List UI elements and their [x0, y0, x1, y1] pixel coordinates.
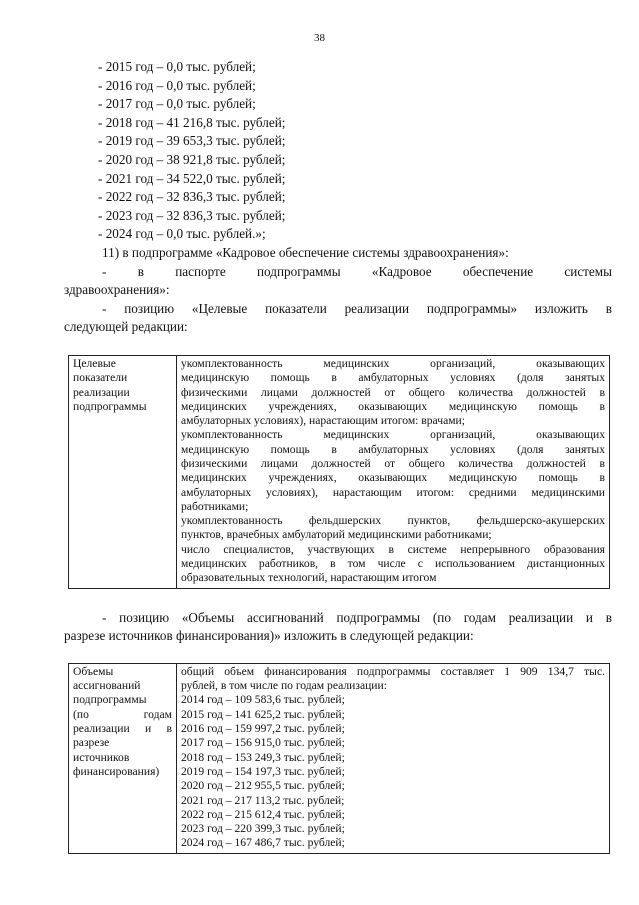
cell-line: укомплектованность медицинских организаций, оказывающих — [181, 356, 605, 370]
year-line: - 2018 год – 41 216,8 тыс. рублей; — [98, 114, 286, 130]
cell-line: 2021 год – 217 113,2 тыс. рублей; — [181, 793, 345, 807]
year-line: - 2019 год – 39 653,3 тыс. рублей; — [98, 133, 286, 149]
year-line: - 2023 год – 32 836,3 тыс. рублей; — [98, 207, 286, 223]
year-line: - 2024 год – 0,0 тыс. рублей.»; — [98, 226, 266, 242]
cell-line: Объемы — [73, 664, 114, 678]
cell-line: 2022 год – 215 612,4 тыс. рублей; — [181, 807, 345, 821]
cell-line: образовательных технологий, нарастающим итогом — [181, 571, 437, 585]
cell-line: Целевые — [73, 356, 116, 370]
cell-line: укомплектованность фельдшерских пунктов, фельдшерско-акушерских — [181, 514, 605, 528]
cell-line: реализации и в — [73, 722, 172, 736]
table-row — [69, 355, 610, 588]
cell-line: (по годам — [73, 707, 172, 721]
cell-line: физическими лицами должностей от общего количества должностей в — [181, 385, 605, 399]
cell-line: медицинских работников, в том числе с использованием дистанционных — [181, 557, 605, 571]
year-line: - 2017 год – 0,0 тыс. рублей; — [98, 96, 256, 112]
cell-line: число специалистов, участвующих в системе непрерывного образования — [181, 542, 605, 556]
cell-line: реализации — [73, 385, 130, 399]
cell-line: подпрограммы — [73, 693, 147, 707]
targets-label-cell — [69, 355, 177, 588]
cell-line: 2018 год – 153 249,3 тыс. рублей; — [181, 750, 345, 764]
cell-line: укомплектованность медицинских организаций, оказывающих — [181, 428, 605, 442]
cell-line: медицинских учреждениях, оказывающих медицинскую помощь в — [181, 399, 605, 413]
cell-line: 2019 год – 154 197,3 тыс. рублей; — [181, 764, 345, 778]
position-funding-line-cont: разрезе источников финансирования)» изложить в следующей редакции: — [64, 628, 474, 644]
year-line: - 2021 год – 34 522,0 тыс. рублей; — [98, 170, 286, 186]
year-line: - 2020 год – 38 921,8 тыс. рублей; — [98, 151, 286, 167]
cell-line: разрезе — [73, 736, 110, 750]
year-line: - 2022 год – 32 836,3 тыс. рублей; — [98, 189, 286, 205]
position-funding-line: - позицию «Объемы ассигнований подпрограммы (по годам реализации и в — [102, 609, 612, 625]
cell-line: медицинскую помощь в амбулаторных условиях (доля занятых — [181, 442, 605, 456]
cell-line: амбулаторных условиях), нарастающим итогом: врачами; — [181, 414, 465, 428]
position-targets-line: - позицию «Целевые показатели реализации подпрограммы» изложить в — [102, 300, 612, 316]
cell-line: медицинскую помощь в амбулаторных условиях (доля занятых — [181, 371, 605, 385]
funding-table — [68, 663, 610, 854]
funding-label-cell — [69, 663, 177, 853]
cell-line: пунктов, врачебных амбулаторий медицинскими работниками; — [181, 528, 492, 542]
cell-line: источников — [73, 750, 130, 764]
item-11-heading: 11) в подпрограмме «Кадровое обеспечение системы здравоохранения»: — [102, 244, 509, 260]
cell-line: физическими лицами должностей от общего количества должностей в — [181, 456, 605, 470]
cell-line: работниками; — [181, 499, 249, 513]
targets-value-cell — [177, 355, 610, 588]
cell-line: 2014 год – 109 583,6 тыс. рублей; — [181, 693, 345, 707]
cell-line: показатели — [73, 371, 128, 385]
cell-line: финансирования) — [73, 764, 160, 778]
cell-line: рублей, в том числе по годам реализации: — [181, 679, 387, 693]
cell-line: 2015 год – 141 625,2 тыс. рублей; — [181, 707, 345, 721]
table-row — [69, 663, 610, 853]
page-number: 38 — [314, 32, 325, 44]
cell-line: 2023 год – 220 399,3 тыс. рублей; — [181, 822, 345, 836]
cell-line: 2017 год – 156 915,0 тыс. рублей; — [181, 736, 345, 750]
passport-line: - в паспорте подпрограммы «Кадровое обеспечение системы — [102, 263, 612, 279]
cell-line: амбулаторных условиях), нарастающим итогом: средними медицинскими — [181, 485, 605, 499]
position-targets-line-cont: следующей редакции: — [64, 319, 188, 335]
cell-line: 2020 год – 212 955,5 тыс. рублей; — [181, 779, 345, 793]
funding-value-cell — [177, 663, 610, 853]
cell-line: 2024 год – 167 486,7 тыс. рублей; — [181, 836, 345, 850]
cell-line: медицинских учреждениях, оказывающих медицинскую помощь в — [181, 471, 605, 485]
document-body — [64, 58, 612, 854]
targets-table — [68, 355, 610, 589]
passport-line-cont: здравоохранения»: — [64, 282, 170, 298]
cell-line: общий объем финансирования подпрограммы составляет 1 909 134,7 тыс. — [181, 664, 605, 678]
cell-line: подпрограммы — [73, 399, 147, 413]
cell-line: ассигнований — [73, 679, 141, 693]
year-list — [64, 58, 612, 244]
year-line: - 2015 год – 0,0 тыс. рублей; — [98, 59, 256, 74]
year-line: - 2016 год – 0,0 тыс. рублей; — [98, 77, 256, 93]
cell-line: 2016 год – 159 997,2 тыс. рублей; — [181, 722, 345, 736]
